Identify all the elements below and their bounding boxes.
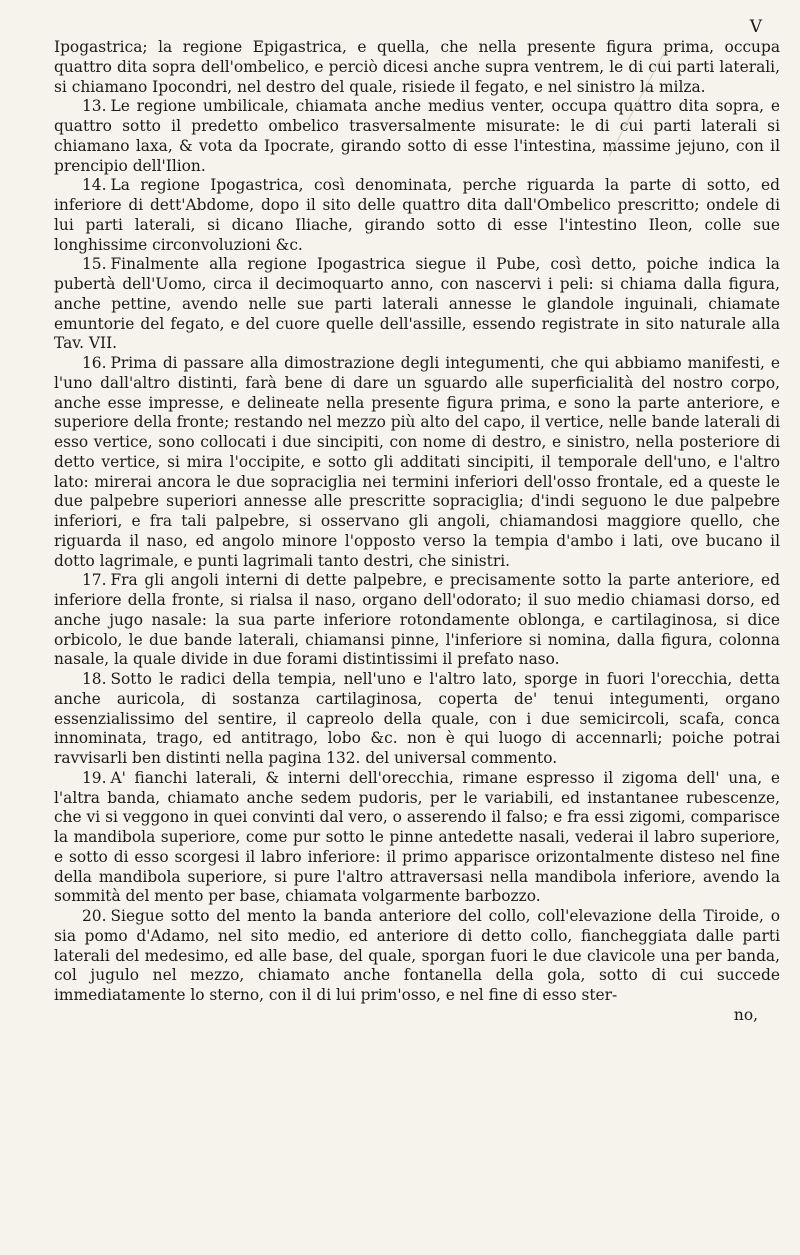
paragraph-18 bbox=[54, 670, 780, 769]
paragraph-text: Le regione umbilicale, chiamata anche medius venter, occupa quattro dita sopra, e quattro sotto il predetto ombelico trasversalmente misurate: le di cui parti laterali si chiamano laxa, & vota da Ipocrate, girando sotto di esse l'intestina, massime jejuno, con il prencipio dell'Ilion. bbox=[54, 97, 780, 175]
paragraph-number: 20. bbox=[82, 907, 107, 925]
paragraph-number: 15. bbox=[82, 255, 107, 274]
paragraph-number: 13. bbox=[82, 97, 107, 116]
paragraph-number: 14. bbox=[82, 176, 107, 195]
paragraph-text: Fra gli angoli interni di dette palpebre, e precisamente sotto la parte anteriore, ed inferiore della fronte, si rialsa il naso, organo dell'odorato; il suo medio chiamasi dorso, ed anche jugo nasale: la sua parte inferiore rotondamente oblonga, e cartilaginosa, si dice orbicolo, le due bande laterali, chiamansi pinne, l'inferiore si nomina, dalla figura, colonna nasale, la quale divide in due forami distintissimi il prefato naso. bbox=[54, 571, 780, 669]
page-folio: V bbox=[749, 17, 762, 37]
paragraph-12 bbox=[54, 38, 780, 97]
paragraph-17 bbox=[54, 571, 780, 670]
paragraph-text: Ipogastrica; la regione Epigastrica, e quella, che nella presente figura prima, occupa quattro dita sopra dell'ombelico, e perciò dicesi anche supra ventrem, le di cui parti laterali, si chiamano Ipocondri, nel destro del quale, risiede il fegato, e nel sinistro la milza. bbox=[54, 38, 780, 96]
catchword: no, bbox=[733, 1005, 758, 1024]
paragraph-text: Sotto le radici della tempia, nell'uno e l'altro lato, sporge in fuori l'orecchia, detta anche auricola, di sostanza cartilaginosa, coperta de' tenui integumenti, organo essenzialissimo del sentire, il capreolo della quale, con i due semicircoli, scafa, conca innominata, trago, ed antitrago, lobo &c. non è qui luogo di accennarli; poiche potrai ravvisarli ben distinti nella pagina 132. del universal commento. bbox=[54, 670, 780, 767]
paragraph-15 bbox=[54, 255, 780, 354]
paragraph-text: Siegue sotto del mento la banda anteriore del collo, coll'elevazione della Tiroide, o sia pomo d'Adamo, nel sito medio, ed anteriore di detto collo, fiancheggiata dalle parti laterali del medesimo, ed alle base, del quale, sporgan fuori le due clavicole una per banda, col jugulo nel mezzo, chiamato anche fontanella della gola, sotto di cui succede immediatamente lo sterno, con il di lui prim'osso, e nel fine di esso ster- bbox=[54, 907, 780, 1004]
paragraph-text: A' fianchi laterali, & interni dell'orecchia, rimane espresso il zigoma dell' una, e l'altra banda, chiamato anche sedem pudoris, per le variabili, ed instantanee rubescenze, che vi si veggono in quei convinti dal vero, o asserendo il falso; e fra essi zigomi, comparisce la mandibola superiore, come pur sotto le pinne antedette nasali, vederai il labro superiore, e sotto di esso scorgesi il labro inferiore: il primo apparisce orizontalmente disteso nel fine della mandibola superiore, si pure l'altro attraversasi nella mandibola inferiore, avendo la sommità del mento per base, chiamata volgarmente barbozzo. bbox=[54, 768, 780, 906]
paragraph-14 bbox=[54, 176, 780, 255]
paragraph-text: Finalmente alla regione Ipogastrica siegue il Pube, così detto, poiche indica la pubertà dell'Uomo, circa il decimoquarto anno, con nascervi i peli: si chiama dalla figura, anche pettine, avendo nelle sue parti laterali annesse le glandole inguinali, chiamate emuntorie del fegato, e del cuore quelle dell'assille, essendo registrate in sito naturale alla Tav. VII. bbox=[54, 255, 780, 353]
paragraph-number: 16. bbox=[82, 354, 107, 372]
text-body bbox=[54, 38, 780, 1006]
paragraph-19 bbox=[54, 769, 780, 907]
paragraph-text: La regione Ipogastrica, così denominata, perche riguarda la parte di sotto, ed inferiore di dett'Abdome, dopo il sito delle quattro dita dall'Ombelico prescritto; ondele di lui parti laterali, si dicano Iliache, girando sotto di esse l'intestino Ileon, colle sue longhissime circonvoluzioni &c. bbox=[54, 176, 780, 254]
paragraph-number: 19. bbox=[82, 768, 107, 787]
paragraph-number: 18. bbox=[82, 670, 107, 688]
paragraph-number: 17. bbox=[82, 571, 107, 590]
paragraph-20 bbox=[54, 907, 780, 1006]
paragraph-16 bbox=[54, 354, 780, 571]
paragraph-text: Prima di passare alla dimostrazione degli integumenti, che qui abbiamo manifesti, e l'uno dall'altro distinti, farà bene di dare un sguardo alle superficialità del nostro corpo, anche esse impresse, e delineate nella presente figura prima, e sono la parte anteriore, e superiore della fronte; restando nel mezzo più alto del capo, il vertice, nelle bande laterali di esso vertice, sono collocati i due sincipiti, con nome di destro, e sinistro, nella posteriore di detto vertice, si mira l'occipite, e sotto gli additati sincipiti, il temporale dell'uno, e l'altro lato: mirerai ancora le due sopraciglia nei termini inferiori dell'osso frontale, ed a queste le due palpebre superiori annesse alle prescritte sopraciglia; d'indi seguono le due palpebre inferiori, e fra tali palpebre, si osservano gli angoli, chiamandosi maggiore quello, che riguarda il naso, ed angolo minore l'opposto verso la tempia d'ambo i lati, ove bucano il dotto lagrimale, e punti lagrimali tanto destri, che sinistri. bbox=[54, 354, 780, 570]
paragraph-13 bbox=[54, 97, 780, 176]
